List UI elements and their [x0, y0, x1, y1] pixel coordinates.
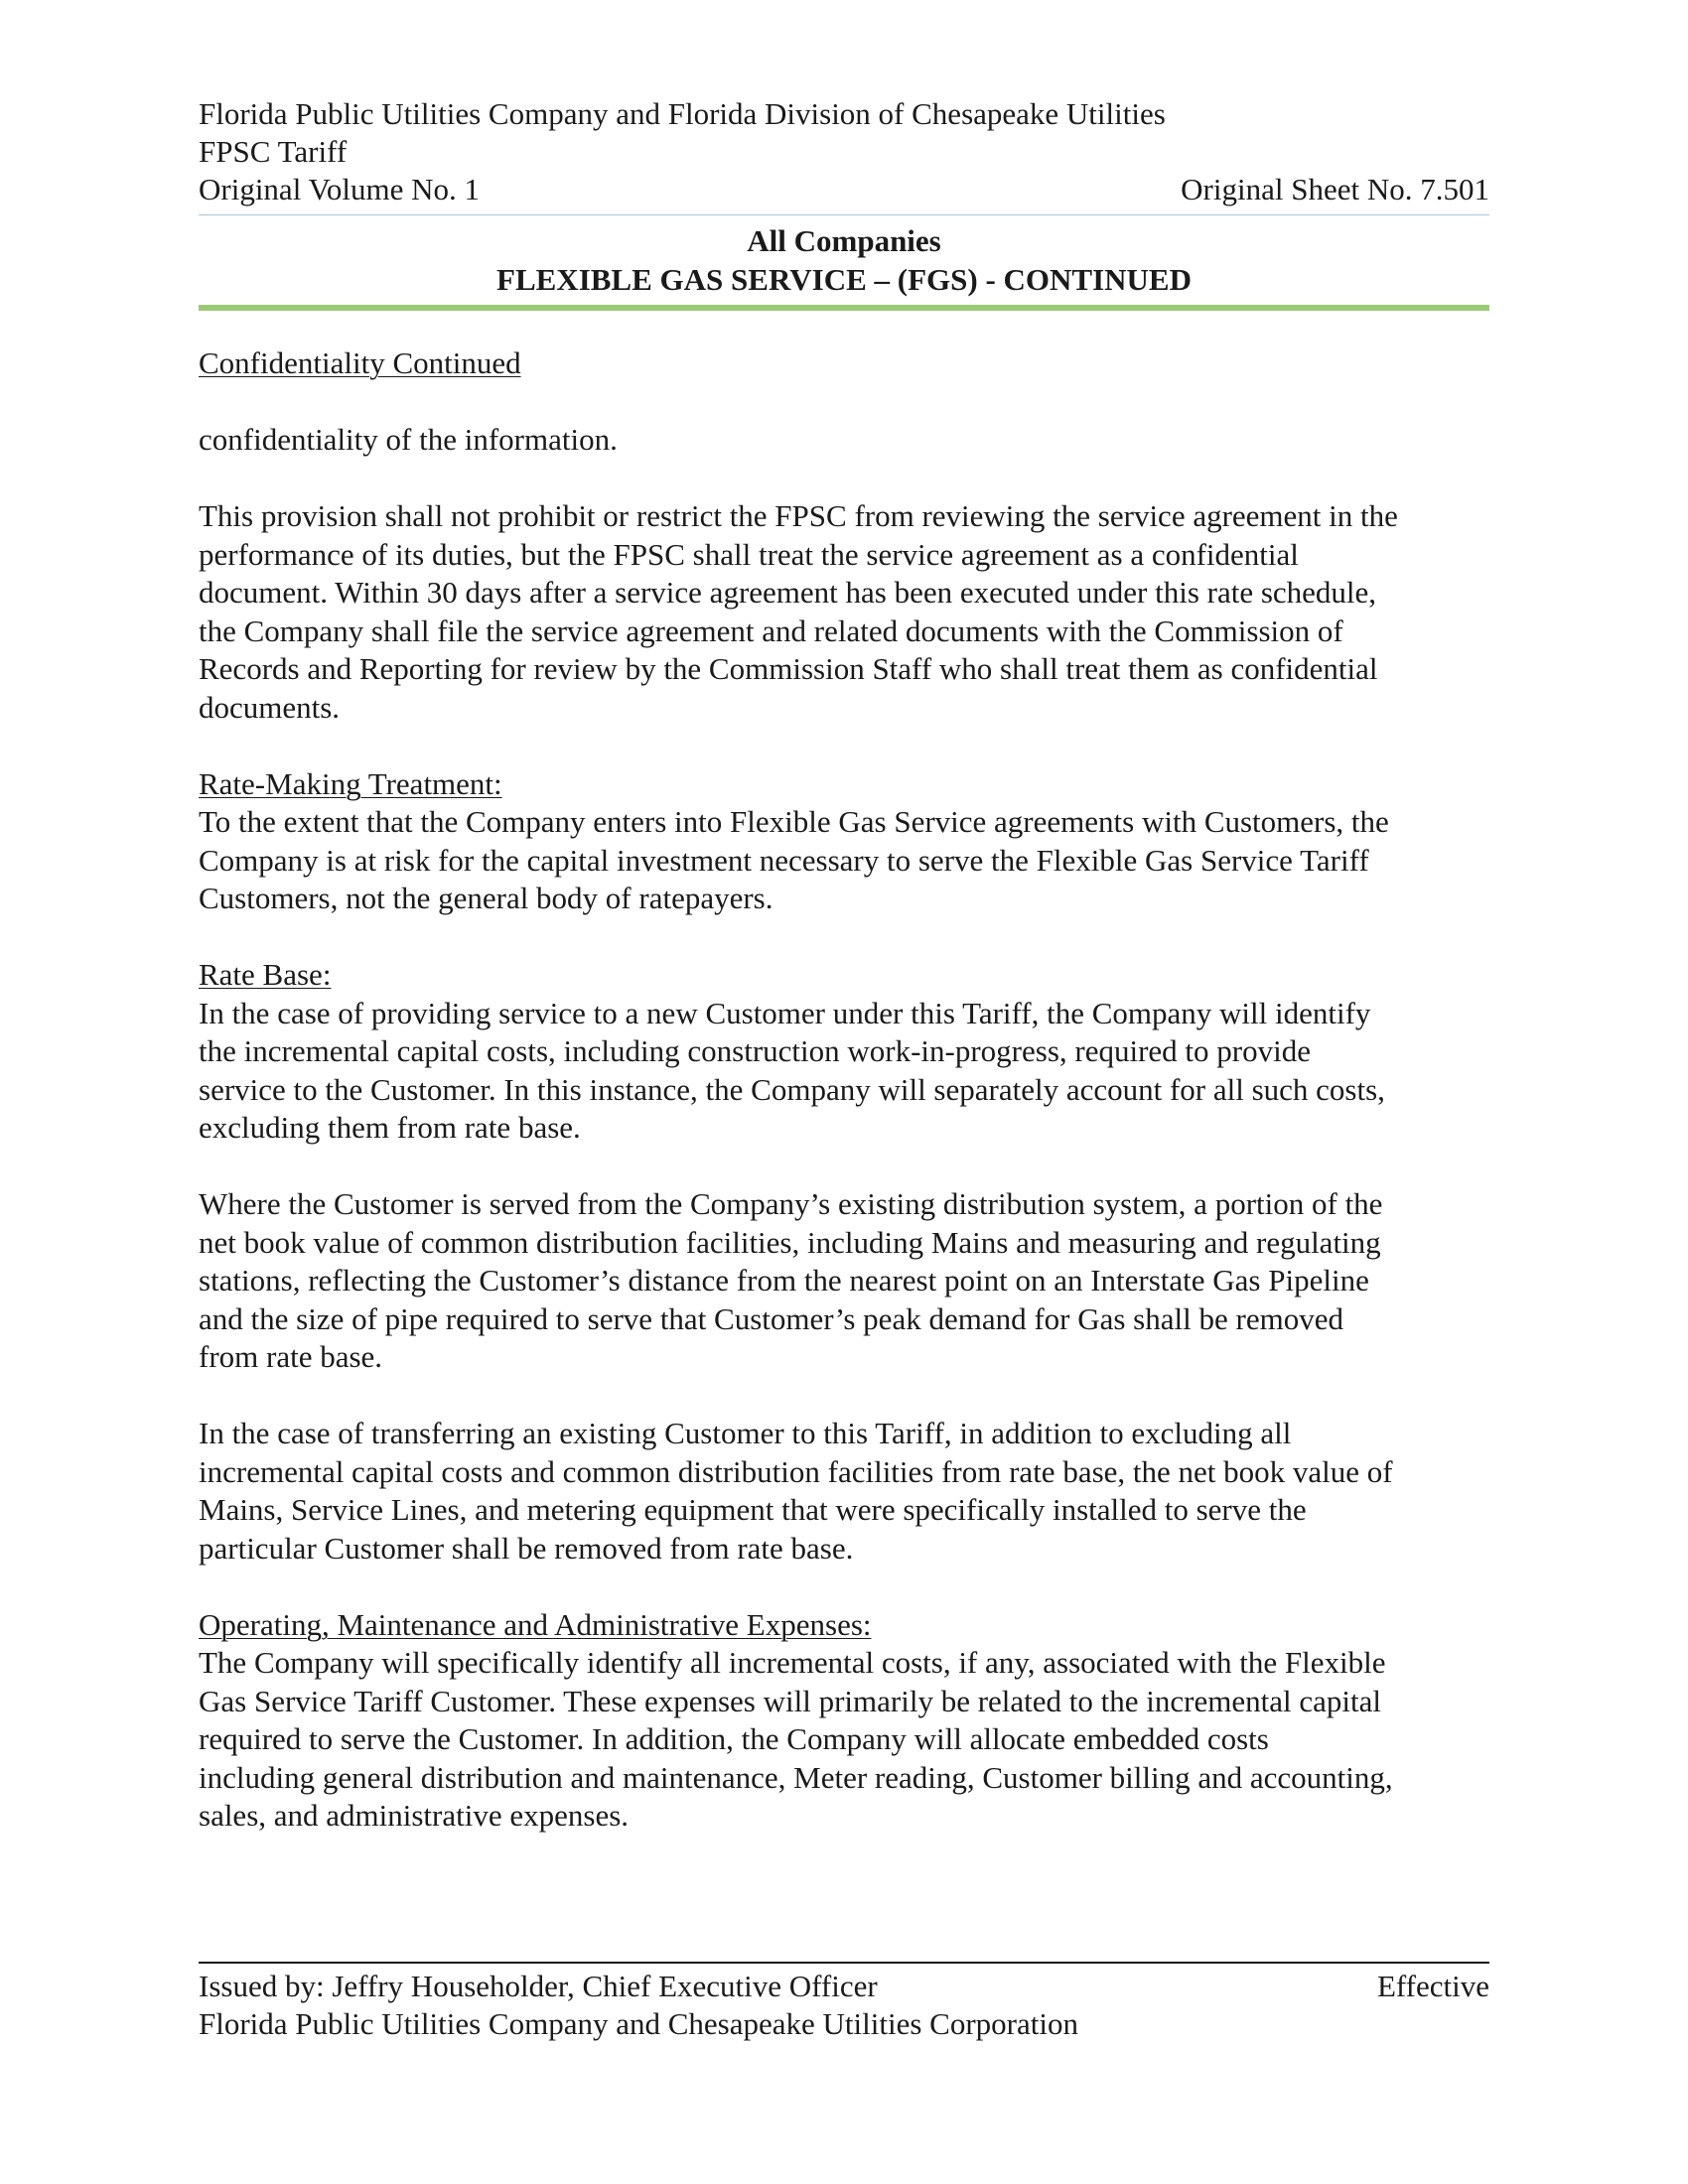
footer-effective: Effective: [1376, 1969, 1489, 2003]
footer-divider: [199, 1962, 1489, 1964]
tariff-page: [199, 95, 1489, 1836]
footer-issued-by: Issued by: Jeffry Householder, Chief Executive Officer: [199, 1969, 878, 2003]
header-sheet-number: Original Sheet No. 7.501: [1181, 172, 1489, 206]
expenses-heading: Operating, Maintenance and Administrative Expenses:: [199, 1606, 872, 1642]
title-divider: [199, 305, 1489, 311]
ratebase-paragraph-2: Where the Customer is served from the Company’s existing distribution system, a portion of the net book value of common distribution facilities, including Mains and measuring and regulating stations, reflecting the Customer’s distance from the nearest point on an Interstate Gas Pipeline and the size of pipe required to serve that Customer’s peak demand for Gas shall be removed from rate base.: [199, 1186, 1383, 1374]
document-body: [199, 344, 1489, 1836]
ratebase-paragraph-1: In the case of providing service to a new Customer under this Tariff, the Company will identify the incremental capital costs, including construction work-in-progress, required to provide service to the Customer. In this instance, the Company will separately account for all such costs, excluding them from rate base.: [199, 995, 1385, 1145]
header-tariff-line: FPSC Tariff: [199, 134, 348, 169]
header-divider: [199, 214, 1489, 215]
header-company-line: Florida Public Utilities Company and Florida Division of Chesapeake Utilities: [199, 96, 1166, 131]
expenses-paragraph-1: The Company will specifically identify all incremental costs, if any, associated with the Flexible Gas Service Tariff Customer. These expenses will primarily be related to the incremental capital required to serve the Customer. In addition, the Company will allocate embedded costs including general distribution and maintenance, Meter reading, Customer billing and accounting, sales, and administrative expenses.: [199, 1645, 1393, 1833]
confidentiality-paragraph-2: This provision shall not prohibit or restrict the FPSC from reviewing the service agreement in the performance of its duties, but the FPSC shall treat the service agreement as a confidential document. Within 30 days after a service agreement has been executed under this rate schedule, the Company shall file the service agreement and related documents with the Commission of Records and Reporting for review by the Commission Staff who shall treat them as confidential documents.: [199, 498, 1398, 725]
ratebase-paragraph-3: In the case of transferring an existing Customer to this Tariff, in addition to excluding all incremental capital costs and common distribution facilities from rate base, the net book value of Mains, Service Lines, and metering equipment that were specifically installed to serve the particular Customer shall be removed from rate base.: [199, 1416, 1393, 1566]
ratebase-heading: Rate Base:: [199, 957, 332, 992]
footer-issued-row: [199, 1968, 1489, 2005]
confidentiality-heading: Confidentiality Continued: [199, 345, 521, 380]
ratemaking-paragraph-1: To the extent that the Company enters into Flexible Gas Service agreements with Customers, the Company is at risk for the capital investment necessary to serve the Flexible Gas Service Tariff Customers, not the general body of ratepayers.: [199, 804, 1389, 915]
title-line-2: FLEXIBLE GAS SERVICE – (FGS) - CONTINUED: [496, 262, 1192, 297]
ratemaking-heading: Rate-Making Treatment:: [199, 765, 502, 801]
page-title: [199, 221, 1489, 299]
header-volume-row: [199, 171, 1489, 208]
header-volume: Original Volume No. 1: [199, 172, 481, 206]
page-footer: [199, 1962, 1489, 2043]
footer-company: Florida Public Utilities Company and Chesapeake Utilities Corporation: [199, 2006, 1078, 2041]
title-line-1: All Companies: [747, 223, 941, 258]
confidentiality-paragraph-1: confidentiality of the information.: [199, 422, 618, 457]
